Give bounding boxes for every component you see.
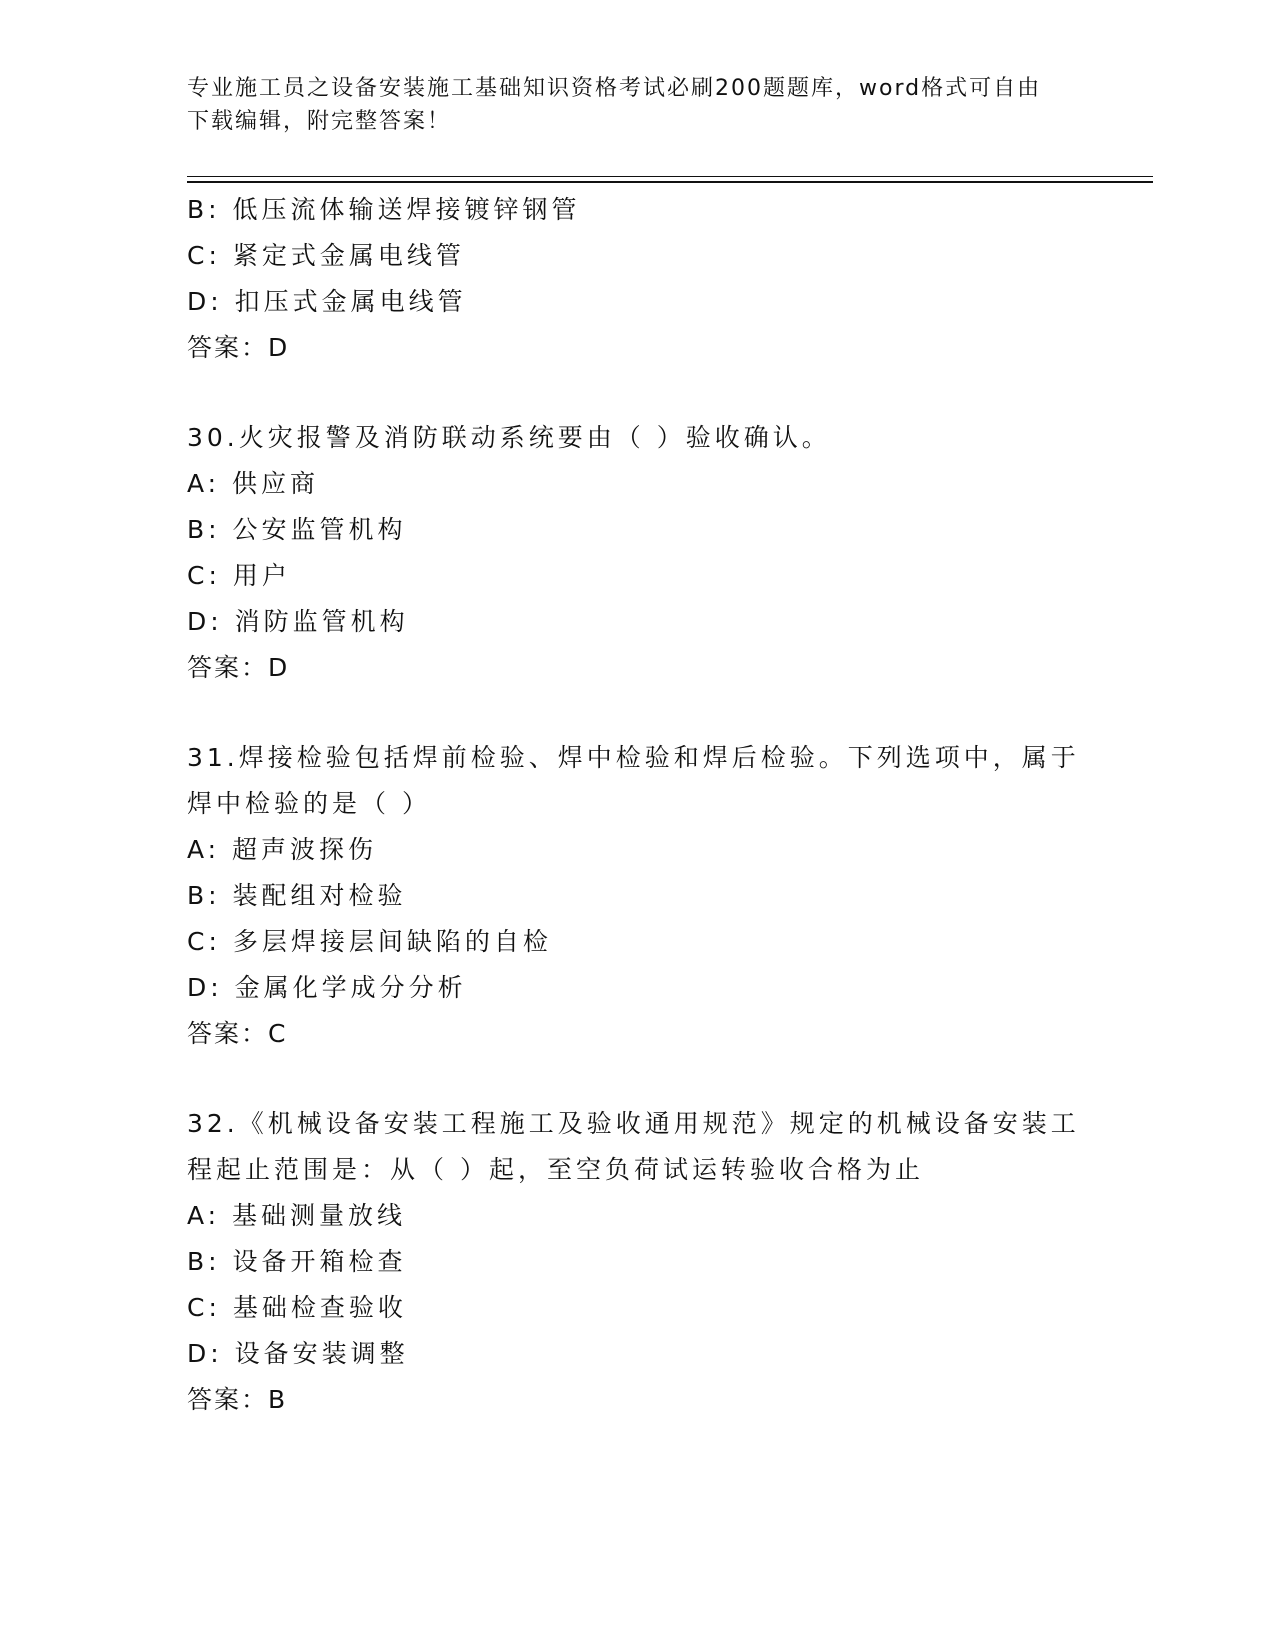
question-stem: 31.焊接检验包括焊前检验、焊中检验和焊后检验。下列选项中，属于 [187, 743, 1080, 772]
question-stem-continued: 程起止范围是：从（ ）起，至空负荷试运转验收合格为止 [187, 1155, 924, 1184]
header-line-1: 专业施工员之设备安装施工基础知识资格考试必刷200题题库，word格式可自由 [187, 76, 1042, 101]
option-c: C: 用户 [187, 561, 291, 590]
option-c: C: 基础检查验收 [187, 1293, 407, 1322]
option-b: B: 装配组对检验 [187, 881, 407, 910]
document-header [187, 72, 1067, 138]
question-32 [187, 1101, 1087, 1423]
question-stem: 32.《机械设备安装工程施工及验收通用规范》规定的机械设备安装工 [187, 1109, 1080, 1138]
question-continuation [187, 187, 1087, 371]
answer-line: 答案：C [187, 1019, 288, 1048]
question-stem-continued: 焊中检验的是（ ） [187, 789, 431, 818]
question-stem: 30.火灾报警及消防联动系统要由（ ）验收确认。 [187, 423, 831, 452]
option-b: B: 设备开箱检查 [187, 1247, 407, 1276]
option-c: C: 多层焊接层间缺陷的自检 [187, 927, 552, 956]
answer-line: 答案：B [187, 1385, 288, 1414]
option-d: D: 消防监管机构 [187, 607, 409, 636]
option-a: A: 供应商 [187, 469, 320, 498]
header-divider-thin [187, 176, 1153, 177]
option-d: D: 金属化学成分分析 [187, 973, 467, 1002]
question-30 [187, 415, 1087, 691]
header-line-2: 下载编辑，附完整答案！ [187, 109, 452, 134]
option-b: B: 低压流体输送焊接镀锌钢管 [187, 195, 581, 224]
header-divider-thick [187, 181, 1153, 183]
option-c: C: 紧定式金属电线管 [187, 241, 465, 270]
answer-line: 答案：D [187, 653, 290, 682]
question-list [187, 187, 1087, 1423]
option-b: B: 公安监管机构 [187, 515, 407, 544]
question-31 [187, 735, 1087, 1057]
answer-line: 答案：D [187, 333, 290, 362]
option-a: A: 超声波探伤 [187, 835, 378, 864]
option-a: A: 基础测量放线 [187, 1201, 407, 1230]
option-d: D: 设备安装调整 [187, 1339, 409, 1368]
option-d: D: 扣压式金属电线管 [187, 287, 467, 316]
